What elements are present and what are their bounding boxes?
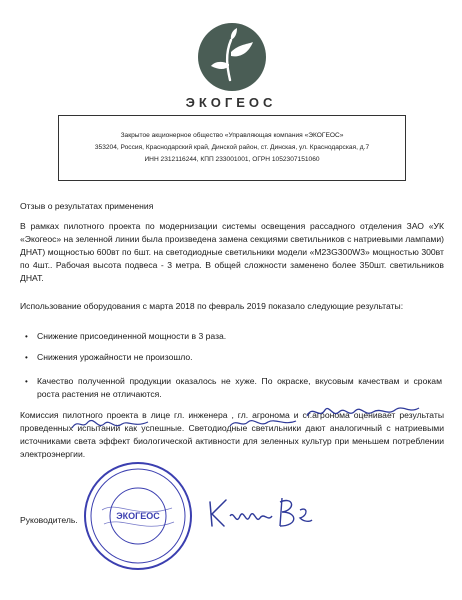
brand-name: ЭКОГЕОС xyxy=(185,95,277,110)
seal-brand-text: ЭКОГЕОС xyxy=(116,511,160,521)
result-item-yield: • Снижения урожайности не произошло. xyxy=(25,352,193,362)
company-info-box xyxy=(58,115,406,181)
document-title: Отзыв о результатах применения xyxy=(20,201,154,211)
paragraph-intro: В рамках пилотного проекта по модернизации системы освещения рассадного отделения ЗАО «УК «Экогеос» на зеленной линии была произведена замена секциями светильников с натриевыми лампами) ДНАТ) мощностью 600вт по 6шт. на светодиодные светильники модели «M23G300W3» мощностью 300вт по 4шт.. Рабочая высота подвеса - 3 метра. В общей сложности заменено более 350шт. светильников ДНАТ. xyxy=(20,221,444,283)
signoff-label: Руководитель. xyxy=(20,515,78,525)
result-item-power: • Снижение присоединенной мощности в 3 раза. xyxy=(25,331,227,341)
result-item-quality: • Качество полученной продукции оказалось не хуже. По окраске, вкусовым качествам и срокам роста растения не отличаются. xyxy=(25,376,442,399)
bullet-icon: • xyxy=(25,353,28,362)
bullet-icon: • xyxy=(25,332,28,341)
bullet-icon: • xyxy=(25,377,28,386)
paragraph-usage: Использование оборудования с марта 2018 по февраль 2019 показало следующие результаты: xyxy=(20,301,404,311)
company-address: 353204, Россия, Краснодарский край, Динской район, ст. Динская, ул. Краснодарская, д.7 xyxy=(94,144,370,151)
ecogeos-logo-icon xyxy=(197,22,267,92)
company-legal-name: Закрытое акционерное общество «Управляющая компания «ЭКОГЕОС» xyxy=(120,132,344,139)
company-ids: ИНН 2312116244, КПП 233001001, ОГРН 1052307151060 xyxy=(144,156,320,163)
paragraph-commission: Комиссия пилотного проекта в лице гл. инженера , гл. агронома и ст.агронома оценивает результаты проведенных испытаний как успешные. Светодиодные светильники дают аналогичный с натриевыми источниками света эффект биологической активности для зеленных культур при меньшем потреблении электроэнергии. xyxy=(20,410,444,459)
